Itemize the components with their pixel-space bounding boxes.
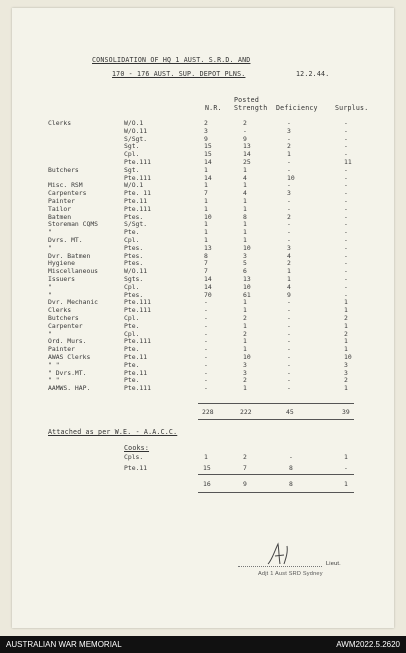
- row-trade: Dvrs. MT.: [48, 236, 83, 244]
- row-nr: 15: [204, 142, 212, 151]
- row-deficiency: -: [287, 360, 291, 369]
- row-surplus: -: [344, 275, 348, 283]
- row-trade: Hygiene: [48, 259, 75, 268]
- row-surplus: -: [344, 181, 348, 190]
- row-posted-strength: 25: [243, 158, 251, 166]
- row-deficiency: -: [287, 181, 291, 190]
- row-deficiency: -: [287, 228, 291, 237]
- row-surplus: -: [344, 251, 348, 260]
- row-rank: Pte.111: [124, 204, 151, 213]
- row-deficiency: 4: [287, 251, 291, 260]
- row-rank: Pte. 11: [124, 189, 151, 198]
- row-posted-strength: 1: [243, 236, 247, 244]
- row-posted-strength: 1: [243, 220, 247, 229]
- signature-line: [238, 566, 322, 567]
- row-posted-strength: 13: [243, 142, 251, 151]
- row-nr: -: [204, 376, 208, 385]
- row-nr: 14: [204, 282, 212, 291]
- row-deficiency: -: [287, 376, 291, 385]
- row-trade: Painter: [48, 197, 75, 205]
- row-nr: 2: [204, 119, 208, 127]
- row-rank: S/Sgt.: [124, 134, 148, 143]
- row-rank: Ptes.: [124, 259, 144, 268]
- column-header-posted: Posted: [234, 96, 260, 104]
- attached-surplus: 1: [344, 453, 348, 461]
- row-trade: ": [48, 290, 52, 299]
- attached-nr: 15: [203, 464, 211, 472]
- row-nr: 1: [204, 204, 208, 213]
- document-subtitle: 170 - 176 AUST. SUP. DEPOT PLNS.: [112, 70, 246, 78]
- row-trade: ": [48, 228, 52, 237]
- attached-deficiency: -: [289, 453, 293, 461]
- row-posted-strength: 1: [243, 165, 247, 174]
- row-posted-strength: 6: [243, 267, 247, 276]
- row-posted-strength: 1: [243, 337, 247, 346]
- row-nr: -: [204, 384, 208, 393]
- row-deficiency: 2: [287, 212, 291, 221]
- row-deficiency: 3: [287, 189, 291, 198]
- row-posted-strength: 1: [243, 298, 247, 307]
- row-surplus: 1: [344, 306, 348, 315]
- row-posted-strength: 2: [243, 314, 247, 322]
- row-deficiency: 3: [287, 126, 291, 135]
- row-nr: 7: [204, 267, 208, 276]
- row-rank: Pte.11: [124, 353, 148, 361]
- total-deficiency: 45: [286, 408, 294, 416]
- row-trade: ": [48, 282, 52, 291]
- row-surplus: -: [344, 189, 348, 198]
- row-posted-strength: 4: [243, 189, 247, 198]
- row-nr: 3: [204, 126, 208, 135]
- attached-nr: 1: [204, 453, 208, 461]
- row-deficiency: -: [287, 345, 291, 354]
- totals-rule-bottom: [198, 419, 354, 420]
- totals-rule-top: [198, 403, 354, 404]
- attached-totals-rule-bottom: [198, 492, 354, 493]
- row-surplus: 1: [344, 298, 348, 307]
- row-nr: 8: [204, 251, 208, 260]
- row-nr: 70: [204, 290, 212, 299]
- row-posted-strength: 8: [243, 212, 247, 221]
- row-posted-strength: 14: [243, 150, 251, 159]
- row-posted-strength: 1: [243, 345, 247, 354]
- row-trade: Miscellaneous: [48, 267, 99, 276]
- row-surplus: 1: [344, 337, 348, 346]
- row-surplus: -: [344, 282, 348, 291]
- row-nr: -: [204, 329, 208, 338]
- row-rank: Ptes.: [124, 243, 144, 252]
- row-nr: 1: [204, 236, 208, 244]
- row-rank: Cpl.: [124, 314, 140, 322]
- row-trade: Dvr. Batmen: [48, 251, 91, 260]
- row-posted-strength: 3: [243, 360, 247, 369]
- row-rank: Ptes.: [124, 251, 144, 260]
- row-posted-strength: 5: [243, 259, 247, 268]
- row-rank: W/O.1: [124, 119, 144, 127]
- row-posted-strength: 13: [243, 275, 251, 283]
- attached-total-surplus: 1: [344, 480, 348, 488]
- row-rank: W/O.1: [124, 181, 144, 190]
- row-surplus: -: [344, 142, 348, 151]
- row-nr: 14: [204, 275, 212, 283]
- row-deficiency: 2: [287, 142, 291, 151]
- row-rank: Pte.111: [124, 337, 151, 346]
- signature-title: Adjt 1 Aust SRD Sydney: [258, 571, 323, 577]
- row-rank: Pte.: [124, 345, 140, 354]
- row-surplus: -: [344, 119, 348, 127]
- row-trade: AWAS Clerks: [48, 353, 91, 361]
- row-rank: Pte.: [124, 376, 140, 385]
- row-rank: Pte.: [124, 360, 140, 369]
- row-rank: Ptes.: [124, 212, 144, 221]
- row-trade: Clerks: [48, 119, 72, 127]
- row-deficiency: -: [287, 220, 291, 229]
- column-header-deficiency: Deficiency: [276, 104, 318, 112]
- row-surplus: -: [344, 220, 348, 229]
- column-header-strength: Strength: [234, 104, 268, 112]
- attached-posted: 2: [243, 453, 247, 461]
- row-nr: 1: [204, 228, 208, 237]
- row-surplus: -: [344, 126, 348, 135]
- row-deficiency: 3: [287, 243, 291, 252]
- row-trade: Butchers: [48, 314, 79, 322]
- row-posted-strength: 3: [243, 251, 247, 260]
- row-rank: Cpl.: [124, 150, 140, 159]
- row-rank: W/O.11: [124, 126, 148, 135]
- row-nr: -: [204, 360, 208, 369]
- row-nr: 13: [204, 243, 212, 252]
- row-deficiency: -: [287, 368, 291, 377]
- row-surplus: -: [344, 165, 348, 174]
- total-posted: 222: [240, 408, 252, 416]
- row-nr: -: [204, 368, 208, 377]
- attached-rank: Cpls.: [124, 453, 144, 461]
- row-surplus: -: [344, 243, 348, 252]
- row-posted-strength: 10: [243, 282, 251, 291]
- row-trade: " Dvrs.MT.: [48, 368, 87, 377]
- row-posted-strength: 61: [243, 290, 251, 299]
- row-deficiency: -: [287, 353, 291, 361]
- row-nr: 15: [204, 150, 212, 159]
- row-posted-strength: 2: [243, 376, 247, 385]
- row-nr: 1: [204, 181, 208, 190]
- row-surplus: 3: [344, 360, 348, 369]
- signature-rank: Lieut.: [326, 561, 341, 567]
- row-surplus: -: [344, 259, 348, 268]
- row-posted-strength: -: [243, 126, 247, 135]
- row-posted-strength: 1: [243, 306, 247, 315]
- row-nr: 14: [204, 158, 212, 166]
- row-nr: 10: [204, 212, 212, 221]
- row-trade: ": [48, 329, 52, 338]
- row-surplus: 2: [344, 314, 348, 322]
- row-trade: " ": [48, 360, 60, 369]
- row-deficiency: -: [287, 306, 291, 315]
- row-trade: " ": [48, 376, 60, 385]
- row-nr: -: [204, 298, 208, 307]
- row-posted-strength: 1: [243, 204, 247, 213]
- row-posted-strength: 9: [243, 134, 247, 143]
- row-trade: Carpenters: [48, 189, 87, 198]
- row-posted-strength: 3: [243, 368, 247, 377]
- row-trade: Storeman CQMS: [48, 220, 99, 229]
- row-nr: -: [204, 353, 208, 361]
- row-posted-strength: 1: [243, 228, 247, 237]
- row-posted-strength: 10: [243, 353, 251, 361]
- attached-total-deficiency: 8: [289, 480, 293, 488]
- row-deficiency: 4: [287, 282, 291, 291]
- row-deficiency: -: [287, 298, 291, 307]
- row-surplus: -: [344, 134, 348, 143]
- row-trade: Carpenter: [48, 321, 83, 330]
- column-header-surplus: Surplus.: [335, 104, 369, 112]
- row-deficiency: -: [287, 197, 291, 205]
- row-trade: Clerks: [48, 306, 72, 315]
- row-rank: Sgt.: [124, 142, 140, 151]
- row-posted-strength: 1: [243, 181, 247, 190]
- row-trade: Butchers: [48, 165, 79, 174]
- attached-heading: Attached as per W.E. - A.A.C.C.: [48, 428, 178, 436]
- row-posted-strength: 10: [243, 243, 251, 252]
- row-nr: 9: [204, 134, 208, 143]
- row-surplus: 10: [344, 353, 352, 361]
- row-trade: AAMWS. HAP.: [48, 384, 91, 393]
- row-deficiency: 9: [287, 290, 291, 299]
- row-trade: Tailor: [48, 204, 72, 213]
- row-rank: Sgt.: [124, 165, 140, 174]
- row-trade: Issuers: [48, 275, 75, 283]
- row-deficiency: 1: [287, 150, 291, 159]
- row-deficiency: -: [287, 158, 291, 166]
- row-posted-strength: 1: [243, 384, 247, 393]
- row-posted-strength: 2: [243, 329, 247, 338]
- total-nr: 228: [202, 408, 214, 416]
- row-deficiency: 2: [287, 259, 291, 268]
- row-surplus: 11: [344, 158, 352, 166]
- row-deficiency: -: [287, 321, 291, 330]
- row-rank: Cpl.: [124, 282, 140, 291]
- row-rank: Pte.111: [124, 298, 151, 307]
- row-rank: Pte.: [124, 228, 140, 237]
- attached-total-posted: 9: [243, 480, 247, 488]
- footer-accession-number: AWM2022.5.2620: [336, 640, 400, 649]
- row-rank: Pte.11: [124, 197, 148, 205]
- attached-deficiency: 8: [289, 464, 293, 472]
- row-rank: Pte.111: [124, 306, 151, 315]
- column-header-nr: N.R.: [205, 104, 222, 112]
- row-rank: Pte.111: [124, 384, 151, 393]
- row-rank: Pte.111: [124, 173, 151, 182]
- row-nr: 1: [204, 197, 208, 205]
- row-nr: 14: [204, 173, 212, 182]
- attached-posted: 7: [243, 464, 247, 472]
- row-deficiency: 1: [287, 267, 291, 276]
- row-deficiency: -: [287, 134, 291, 143]
- row-surplus: -: [344, 267, 348, 276]
- row-trade: Painter: [48, 345, 75, 354]
- row-surplus: -: [344, 197, 348, 205]
- footer-institution: AUSTRALIAN WAR MEMORIAL: [6, 640, 122, 649]
- row-posted-strength: 1: [243, 321, 247, 330]
- row-deficiency: -: [287, 119, 291, 127]
- row-surplus: 1: [344, 345, 348, 354]
- attached-totals-rule-top: [198, 474, 354, 475]
- row-surplus: -: [344, 204, 348, 213]
- document-title: CONSOLIDATION OF HQ 1 AUST. S.R.D. AND: [92, 56, 251, 64]
- row-surplus: -: [344, 228, 348, 237]
- row-trade: ": [48, 243, 52, 252]
- row-nr: -: [204, 321, 208, 330]
- row-rank: W/O.11: [124, 267, 148, 276]
- row-deficiency: -: [287, 236, 291, 244]
- row-trade: Batmen: [48, 212, 72, 221]
- document-date: 12.2.44.: [296, 70, 330, 78]
- attached-surplus: -: [344, 464, 348, 472]
- row-trade: Dvr. Mechanic: [48, 298, 99, 307]
- row-deficiency: 1: [287, 275, 291, 283]
- row-surplus: -: [344, 212, 348, 221]
- row-deficiency: -: [287, 204, 291, 213]
- row-rank: S/Sgt.: [124, 220, 148, 229]
- row-surplus: 3: [344, 368, 348, 377]
- attached-total-nr: 16: [203, 480, 211, 488]
- row-surplus: 2: [344, 376, 348, 385]
- attached-rank: Pte.11: [124, 464, 148, 472]
- row-surplus: 1: [344, 384, 348, 393]
- row-rank: Cpl.: [124, 329, 140, 338]
- row-trade: Ord. Murs.: [48, 337, 87, 346]
- row-deficiency: 10: [287, 173, 295, 182]
- row-nr: -: [204, 345, 208, 354]
- row-posted-strength: 2: [243, 119, 247, 127]
- row-nr: 1: [204, 165, 208, 174]
- row-nr: -: [204, 314, 208, 322]
- row-surplus: 2: [344, 329, 348, 338]
- row-rank: Ptes.: [124, 290, 144, 299]
- row-rank: Cpl.: [124, 236, 140, 244]
- row-surplus: 1: [344, 321, 348, 330]
- row-trade: Misc. RSM: [48, 181, 83, 190]
- row-deficiency: -: [287, 165, 291, 174]
- row-rank: Pte.: [124, 321, 140, 330]
- row-nr: 1: [204, 220, 208, 229]
- row-rank: Pte.111: [124, 158, 151, 166]
- row-surplus: -: [344, 236, 348, 244]
- row-posted-strength: 1: [243, 197, 247, 205]
- cooks-heading: Cooks:: [124, 444, 150, 452]
- row-deficiency: -: [287, 329, 291, 338]
- row-surplus: -: [344, 290, 348, 299]
- row-nr: 7: [204, 189, 208, 198]
- row-deficiency: -: [287, 337, 291, 346]
- footer-bar: [0, 636, 406, 653]
- row-surplus: -: [344, 173, 348, 182]
- row-surplus: -: [344, 150, 348, 159]
- row-nr: 7: [204, 259, 208, 268]
- row-posted-strength: 4: [243, 173, 247, 182]
- row-nr: -: [204, 337, 208, 346]
- row-rank: Sgts.: [124, 275, 144, 283]
- row-deficiency: -: [287, 384, 291, 393]
- row-deficiency: -: [287, 314, 291, 322]
- total-surplus: 39: [342, 408, 350, 416]
- row-nr: -: [204, 306, 208, 315]
- row-rank: Pte.11: [124, 368, 148, 377]
